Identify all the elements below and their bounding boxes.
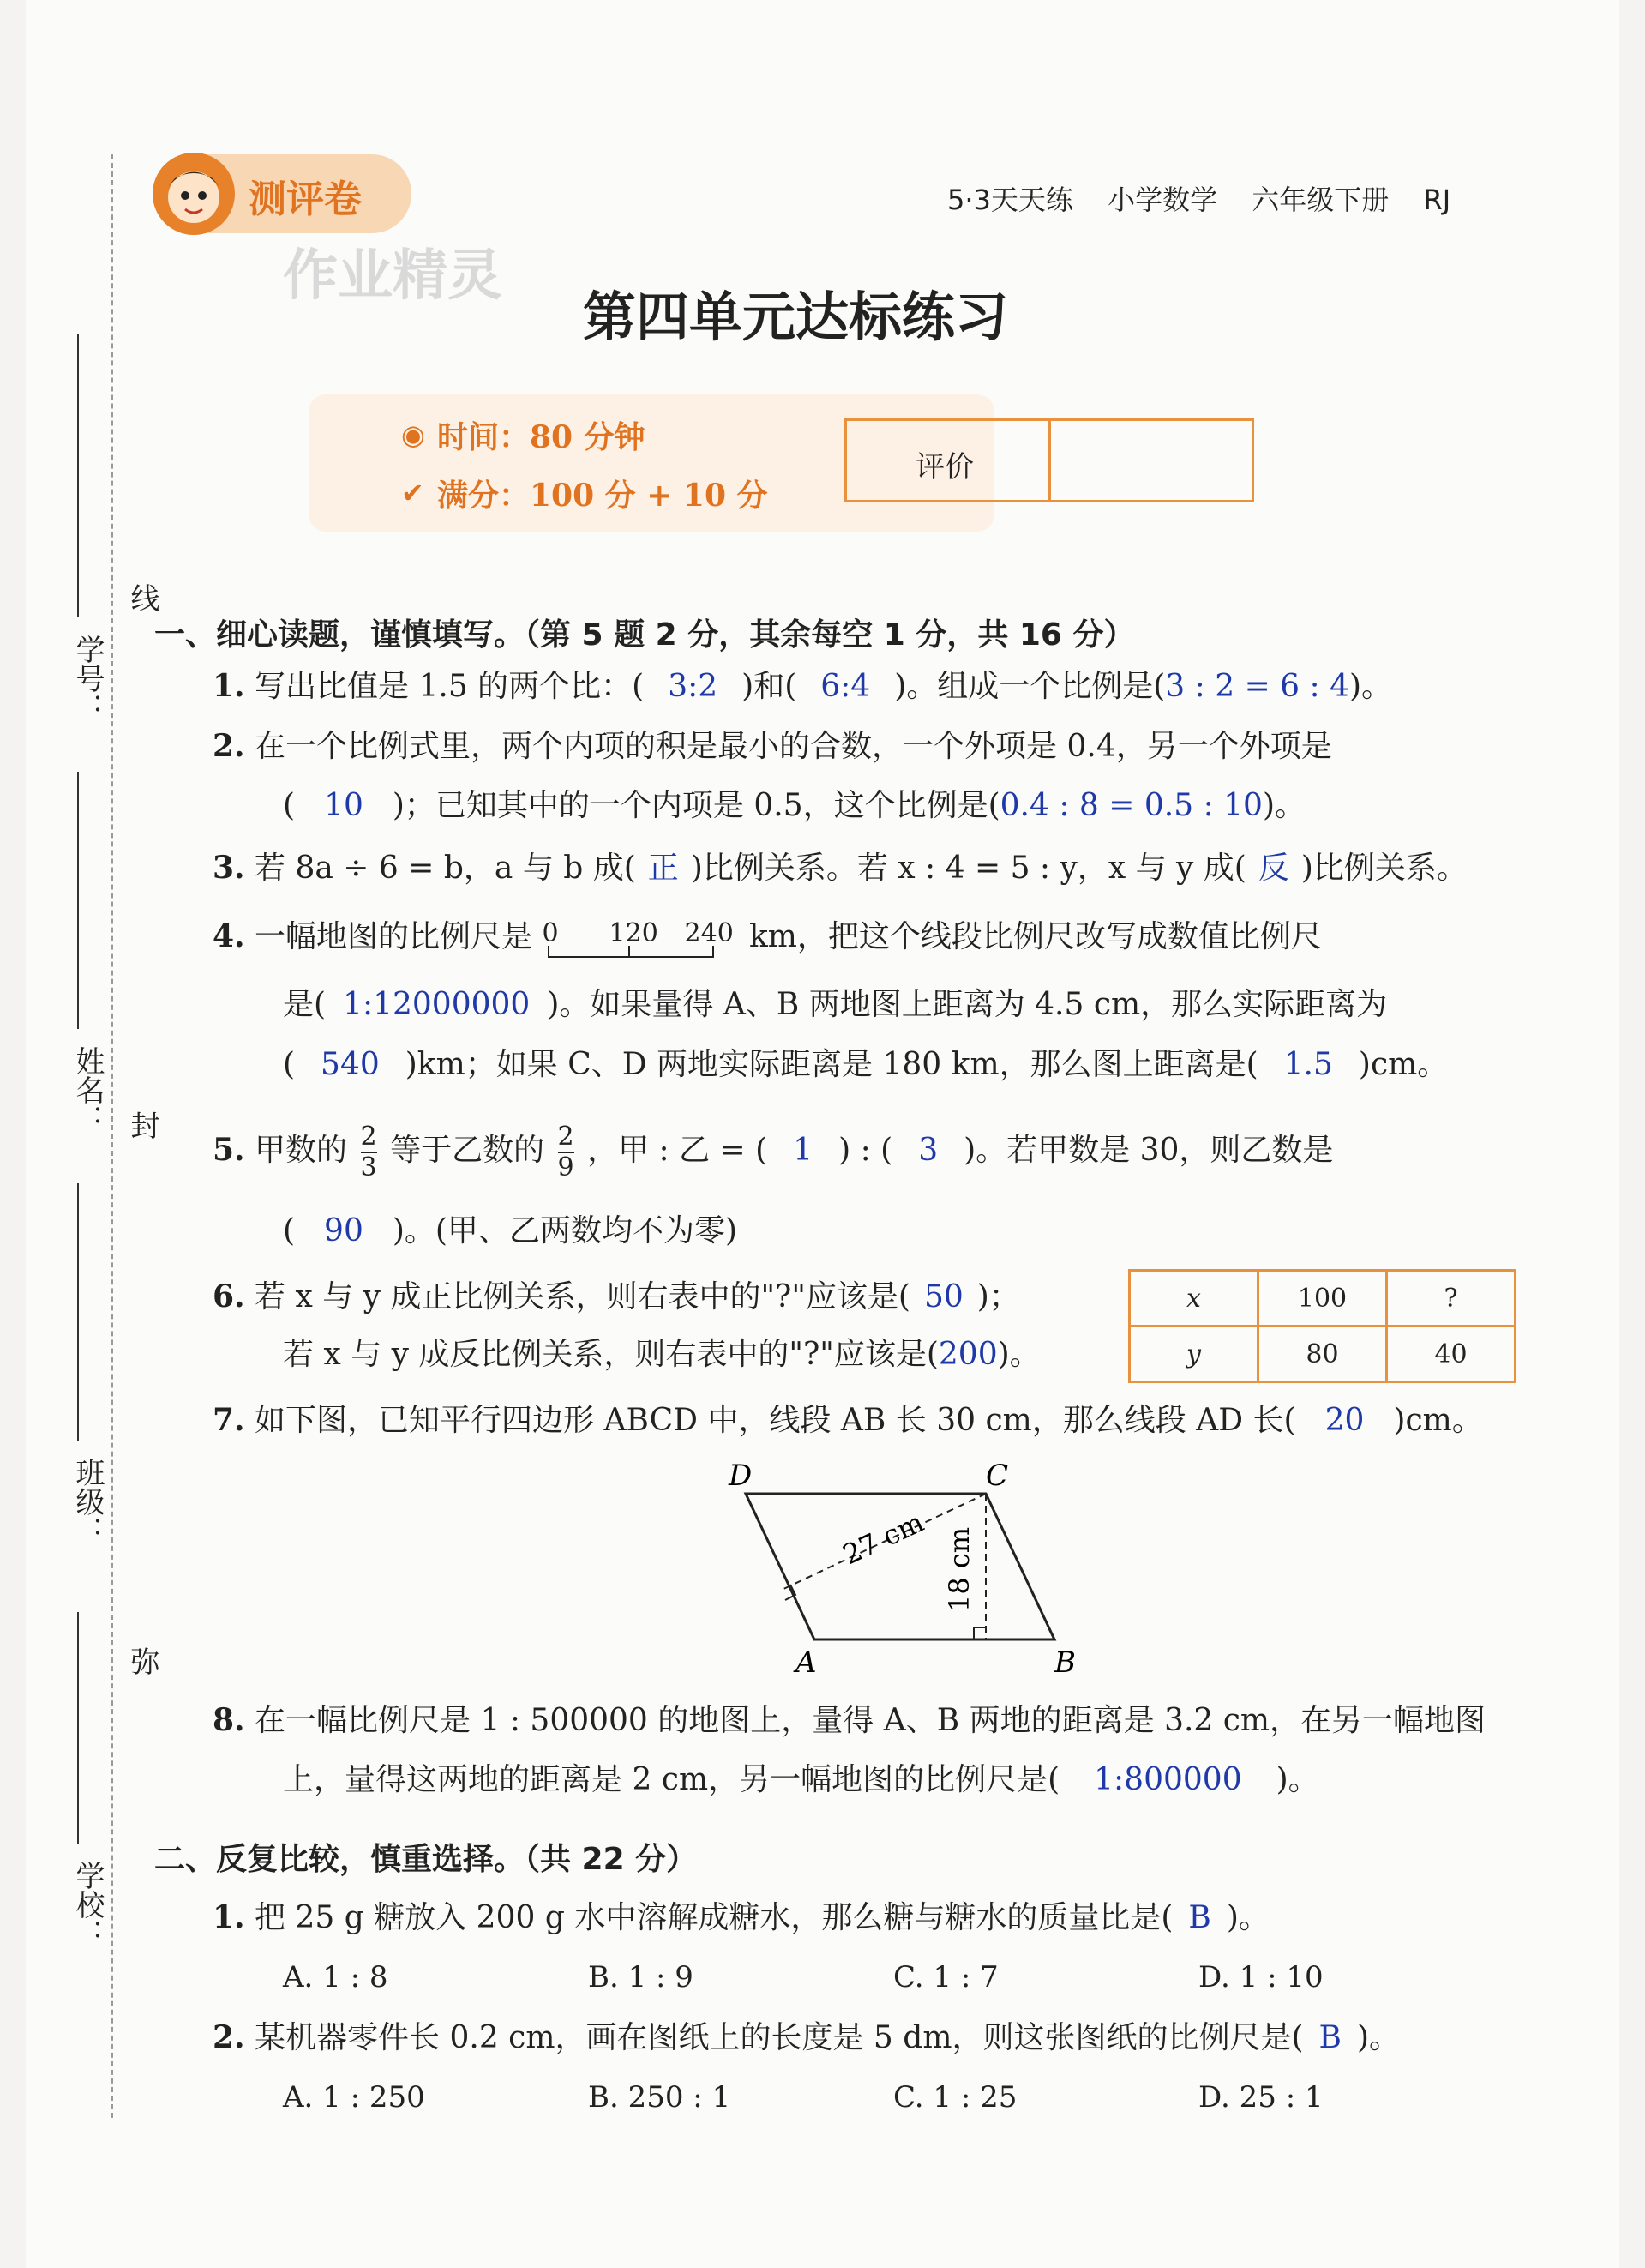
q4-text-f: )km；如果 C、D 两地实际距离是 180 km，那么图上距离是( (405, 1047, 1258, 1082)
q5-text-e: )。若甲数是 30，则乙数是 (964, 1133, 1334, 1168)
vertex-B: B (1054, 1645, 1076, 1680)
s2-q2-option-c[interactable]: C. 1 : 25 (893, 2080, 1018, 2115)
sidebar-class-field[interactable] (77, 1183, 79, 1441)
q4-text-b: ，把这个线段比例尺改写成数值比例尺 (796, 919, 1322, 954)
q1-text-b: )和( (741, 669, 797, 704)
q1-answer-1[interactable]: 3:2 (668, 669, 718, 704)
q6-text-a: 若 x 与 y 成正比例关系，则右表中的"?"应该是( (255, 1279, 910, 1314)
q4-number: 4. (213, 918, 245, 954)
s2-q2-option-a[interactable]: A. 1 : 250 (283, 2080, 425, 2115)
s2-q2-option-d[interactable]: D. 25 : 1 (1198, 2080, 1324, 2115)
q5-text-b: 等于乙数的 (390, 1133, 545, 1168)
s2-q2-option-b[interactable]: B. 250 : 1 (588, 2080, 731, 2115)
q3-text-b: )比例关系。若 x : 4 = 5 : y，x 与 y 成( (690, 851, 1246, 886)
q4-text-g: )cm。 (1358, 1047, 1449, 1082)
vertex-A: A (795, 1645, 817, 1680)
q4-answer-3[interactable]: 1.5 (1283, 1047, 1333, 1082)
scale-tick-0: 0 (542, 918, 559, 948)
evaluation-label: 评价 (916, 450, 974, 484)
xy-cell: 100 (1258, 1271, 1387, 1327)
scale-tick-120: 120 (609, 918, 658, 948)
q2-text-b: )；已知其中的一个内项是 0.5，这个比例是( (392, 788, 1000, 823)
q8-text-b: 上，量得这两地的距离是 2 cm，另一幅地图的比例尺是( (283, 1762, 1060, 1797)
q5-text-d: ) : ( (838, 1133, 893, 1168)
q2-number: 2. (213, 728, 245, 764)
q4-line1 (213, 919, 1322, 956)
q5-text-a: 甲数的 (255, 1133, 348, 1168)
s2-q1-option-b[interactable]: B. 1 : 9 (588, 1960, 693, 1994)
q6-line1 (213, 1279, 1020, 1314)
q4-text-d: )。如果量得 A、B 两地图上距离为 4.5 cm，那么实际距离为 (547, 987, 1388, 1022)
fraction-2-3 (361, 1122, 377, 1182)
q2-answer-1[interactable]: 10 (324, 788, 363, 823)
q1-text-d: )。 (1349, 669, 1393, 704)
q7-text-a: 如下图，已知平行四边形 ABCD 中，线段 AB 长 30 cm，那么线段 AD 长( (255, 1403, 1296, 1438)
page-sheet (26, 0, 1619, 2268)
fraction-2-9-numerator: 2 (557, 1122, 574, 1152)
q2-answer-2[interactable]: 0.4 : 8 = 0.5 : 10 (1000, 788, 1263, 823)
q5-answer-1[interactable]: 1 (793, 1133, 813, 1168)
s2-q1 (213, 1900, 1270, 1935)
q2-text-line1: 在一个比例式里，两个内项的积是最小的合数，一个外项是 0.4，另一个外项是 (255, 729, 1332, 764)
height-right-angle (974, 1627, 986, 1639)
fraction-2-9-denominator: 9 (557, 1152, 574, 1182)
page-title: 第四单元达标练习 (583, 286, 1009, 348)
diagonal-label: 27 cm (838, 1505, 929, 1572)
scale-bar (548, 946, 714, 958)
q6-answer-2[interactable]: 200 (938, 1337, 998, 1372)
xy-table (1128, 1269, 1516, 1383)
evaluation-divider (1048, 421, 1051, 500)
section1-heading: 一、细心读题，谨慎填写。（第 5 题 2 分，其余每空 1 分，共 16 分） (154, 617, 1135, 653)
sidebar-name-label: 姓名： (70, 1046, 105, 1134)
q8-number: 8. (213, 1702, 245, 1738)
sidebar-class-label: 班级： (70, 1458, 105, 1545)
binding-dashed-line (111, 154, 113, 2118)
sidebar-seal-mark: 封 (125, 1110, 159, 1140)
height-label: 18 cm (943, 1526, 976, 1612)
q1 (213, 669, 1392, 704)
q6-line2 (283, 1338, 1041, 1372)
s2-q1-number: 1. (213, 1899, 245, 1935)
q8-text-c: )。 (1276, 1762, 1319, 1797)
q5-text-c: ，甲 : 乙 = ( (587, 1133, 768, 1168)
q5-line2 (283, 1214, 737, 1248)
q1-answer-2[interactable]: 6:4 (820, 669, 871, 704)
q4-text-c: 是( (283, 987, 327, 1022)
xy-cell: 80 (1258, 1327, 1387, 1382)
fraction-2-9 (558, 1122, 574, 1182)
s2-q1-answer[interactable]: B (1188, 1900, 1211, 1935)
s2-q2-answer[interactable]: B (1318, 2020, 1342, 2055)
q3-answer-1[interactable]: 正 (647, 851, 679, 886)
xy-cell: y (1130, 1327, 1258, 1382)
full-score: 满分：100 分 + 10 分 (437, 478, 768, 514)
q3-number: 3. (213, 850, 245, 886)
s2-q2 (213, 2020, 1400, 2055)
q4-unit: km (748, 919, 797, 954)
q4-line3 (283, 1048, 1448, 1082)
s2-q2-text-a: 某机器零件长 0.2 cm，画在图纸上的长度是 5 dm，则这张图纸的比例尺是( (255, 2020, 1304, 2055)
q4-line2 (283, 988, 1387, 1022)
scale-mid-tick (628, 946, 630, 956)
q5-answer-3[interactable]: 90 (324, 1213, 363, 1248)
header-edition: RJ (1423, 183, 1451, 216)
mascot-icon (153, 153, 235, 235)
sidebar-line-mark: 线 (125, 583, 159, 612)
fraction-2-3-denominator: 3 (360, 1152, 377, 1182)
q7-number: 7. (213, 1402, 245, 1438)
q2-text-c: )。 (1262, 788, 1306, 823)
xy-cell: 40 (1387, 1327, 1516, 1382)
fraction-2-3-numerator: 2 (360, 1122, 377, 1152)
sidebar-number-label: 学号： (70, 635, 105, 722)
sidebar-bind-mark: 弥 (125, 1646, 159, 1675)
xy-row-x (1130, 1271, 1516, 1327)
s2-q1-text-b: )。 (1226, 1900, 1270, 1935)
q5-number: 5. (213, 1132, 245, 1168)
time-limit: 时间：80 分钟 (437, 419, 645, 455)
header-subject: 小学数学 (1108, 183, 1218, 216)
q3-answer-2[interactable]: 反 (1258, 851, 1289, 886)
watermark: 作业精灵 (283, 244, 502, 308)
q3-text-c: )比例关系。 (1300, 851, 1468, 886)
s2-q2-text-b: )。 (1356, 2020, 1401, 2055)
q1-answer-3[interactable]: 3 : 2 = 6 : 4 (1165, 669, 1349, 704)
q1-number: 1. (213, 668, 245, 704)
xy-cell: ? (1387, 1271, 1516, 1327)
clock-icon: ◉ (401, 418, 425, 451)
parallelogram-figure (694, 1458, 1106, 1681)
q6-answer-1[interactable]: 50 (923, 1279, 964, 1314)
q2-line1 (213, 729, 1332, 764)
q3 (213, 851, 1468, 886)
q2-line2 (283, 789, 1306, 823)
q6-text-d: )。 (997, 1337, 1041, 1372)
q2-text-a: ( (283, 788, 296, 823)
q5-text-f: ( (283, 1213, 296, 1248)
header-series: 5·3天天练 (947, 183, 1073, 216)
vertex-C: C (986, 1459, 1009, 1493)
q1-text-a: 写出比值是 1.5 的两个比：( (255, 669, 645, 704)
q5-text-g: )。(甲、乙两数均不为零) (392, 1213, 737, 1248)
sidebar-school-field[interactable] (77, 1612, 79, 1844)
scale-tick-240: 240 (684, 918, 734, 948)
sidebar-number-field[interactable] (77, 334, 79, 617)
q7-text-b: )cm。 (1393, 1403, 1483, 1438)
xy-cell: x (1130, 1271, 1258, 1327)
vertex-D: D (729, 1459, 753, 1493)
q4-text-a: 一幅地图的比例尺是 (255, 919, 533, 954)
section2-heading: 二、反复比较，慎重选择。（共 22 分） (154, 1842, 698, 1877)
q7 (213, 1403, 1483, 1438)
q6-number: 6. (213, 1278, 245, 1314)
check-icon: ✔ (401, 477, 424, 509)
line-scale (542, 918, 740, 956)
s2-q1-option-d[interactable]: D. 1 : 10 (1198, 1960, 1324, 1994)
s2-q1-option-a[interactable]: A. 1 : 8 (283, 1960, 388, 1994)
sidebar-name-field[interactable] (77, 772, 79, 1029)
evaluation-field[interactable] (1053, 421, 1252, 500)
q5-line1 (213, 1111, 1333, 1189)
sidebar-school-label: 学校： (70, 1861, 105, 1948)
q3-text-a: 若 8a ÷ 6 = b，a 与 b 成( (255, 851, 636, 886)
s2-q1-text-a: 把 25 g 糖放入 200 g 水中溶解成糖水，那么糖与糖水的质量比是( (255, 1900, 1174, 1935)
q4-text-e: ( (283, 1047, 296, 1082)
evaluation-box (844, 418, 1254, 502)
header-info (947, 178, 1450, 218)
q6-text-b: )； (976, 1279, 1020, 1314)
q8-line1 (213, 1703, 1486, 1738)
q8-answer-1[interactable]: 1:800000 (1094, 1762, 1242, 1797)
xy-row-y (1130, 1327, 1516, 1382)
q7-answer-1[interactable]: 20 (1324, 1403, 1365, 1438)
q8-line2 (283, 1763, 1319, 1797)
q4-answer-2[interactable]: 540 (321, 1047, 380, 1082)
q8-text-a: 在一幅比例尺是 1 : 500000 的地图上，量得 A、B 两地的距离是 3.2 cm，在另一幅地图 (255, 1703, 1486, 1738)
s2-q2-number: 2. (213, 2019, 245, 2055)
q5-answer-2[interactable]: 3 (918, 1133, 939, 1168)
s2-q1-option-c[interactable]: C. 1 : 7 (893, 1960, 999, 1994)
badge-label: 测评卷 (249, 177, 362, 221)
q4-answer-1[interactable]: 1:12000000 (343, 987, 531, 1022)
q1-text-c: )。组成一个比例是( (894, 669, 1166, 704)
header-grade: 六年级下册 (1252, 183, 1390, 216)
q6-text-c: 若 x 与 y 成反比例关系，则右表中的"?"应该是( (283, 1337, 939, 1372)
